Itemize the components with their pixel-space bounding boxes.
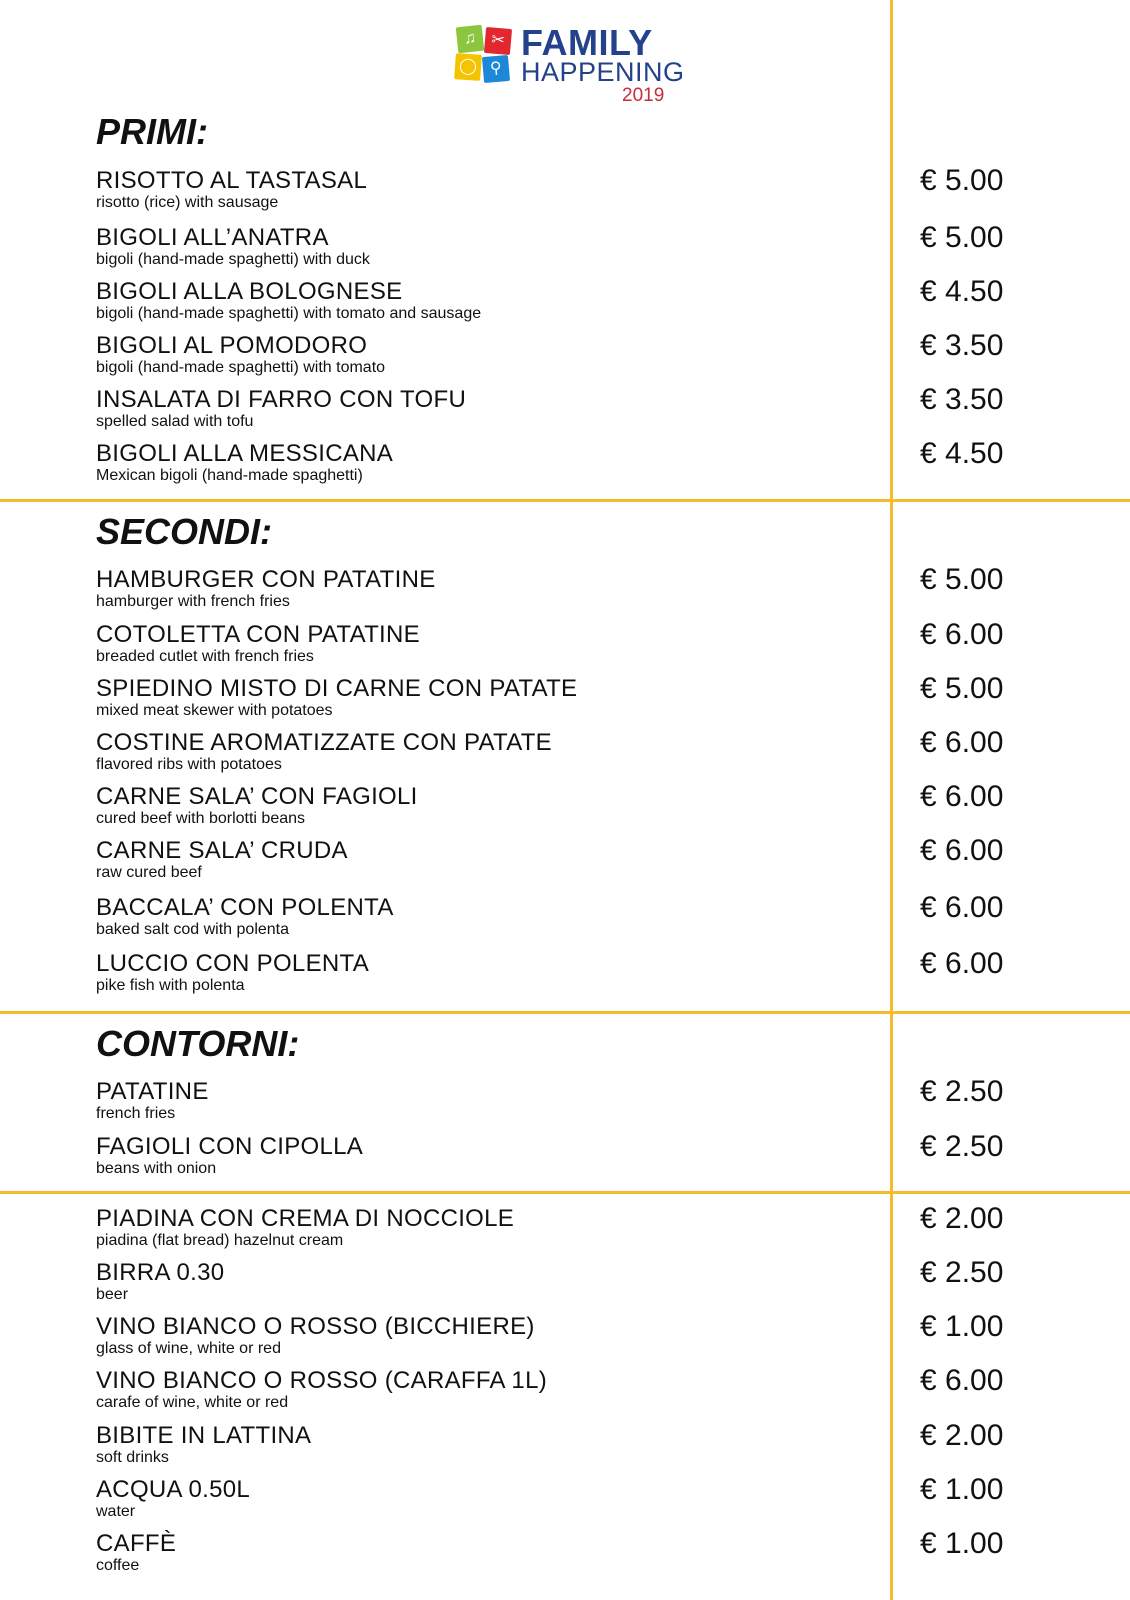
item-description: cured beef with borlotti beans bbox=[96, 810, 306, 827]
item-name: CARNE SALA’ CRUDA bbox=[96, 837, 348, 864]
item-price: € 6.00 bbox=[920, 834, 1004, 867]
menu-item bbox=[96, 168, 856, 212]
item-description: french fries bbox=[96, 1105, 176, 1122]
item-price: € 6.00 bbox=[920, 780, 1004, 813]
item-name: PIADINA CON CREMA DI NOCCIOLE bbox=[96, 1205, 515, 1232]
item-description: spelled salad with tofu bbox=[96, 413, 254, 430]
item-price: € 5.00 bbox=[920, 164, 1004, 197]
item-description: baked salt cod with polenta bbox=[96, 921, 290, 938]
item-price: € 4.50 bbox=[920, 275, 1004, 308]
item-price: € 6.00 bbox=[920, 726, 1004, 759]
item-name: SPIEDINO MISTO DI CARNE CON PATATE bbox=[96, 675, 578, 702]
item-price: € 2.00 bbox=[920, 1419, 1004, 1452]
item-name: BIRRA 0.30 bbox=[96, 1259, 225, 1286]
item-description: bigoli (hand-made spaghetti) with tomato bbox=[96, 359, 386, 376]
menu-item bbox=[96, 1477, 856, 1521]
menu-item bbox=[96, 333, 856, 377]
item-name: CAFFÈ bbox=[96, 1530, 177, 1557]
item-price: € 3.50 bbox=[920, 383, 1004, 416]
family-happening-logo bbox=[455, 24, 685, 109]
item-name: HAMBURGER CON PATATINE bbox=[96, 566, 436, 593]
item-description: pike fish with polenta bbox=[96, 977, 245, 994]
menu-item bbox=[96, 895, 856, 939]
vertical-divider bbox=[890, 0, 893, 1600]
logo-word-happening: HAPPENING bbox=[521, 57, 685, 87]
item-name: VINO BIANCO O ROSSO (BICCHIERE) bbox=[96, 1313, 535, 1340]
item-description: risotto (rice) with sausage bbox=[96, 194, 279, 211]
item-price: € 1.00 bbox=[920, 1527, 1004, 1560]
item-name: BIGOLI ALLA MESSICANA bbox=[96, 440, 394, 467]
section-title-primi: PRIMI: bbox=[96, 111, 208, 152]
section-divider bbox=[0, 1191, 1130, 1194]
item-price: € 6.00 bbox=[920, 947, 1004, 980]
item-price: € 2.50 bbox=[920, 1256, 1004, 1289]
item-description: bigoli (hand-made spaghetti) with tomato and sausage bbox=[96, 305, 482, 322]
menu-item bbox=[96, 1368, 856, 1412]
music-note-icon: ♫ bbox=[456, 25, 485, 54]
item-name: RISOTTO AL TASTASAL bbox=[96, 167, 368, 194]
item-price: € 2.50 bbox=[920, 1130, 1004, 1163]
menu-item bbox=[96, 441, 856, 485]
menu-item bbox=[96, 1079, 856, 1123]
item-price: € 4.50 bbox=[920, 437, 1004, 470]
item-price: € 6.00 bbox=[920, 618, 1004, 651]
item-name: PATATINE bbox=[96, 1078, 209, 1105]
section-divider bbox=[0, 1011, 1130, 1014]
menu-item bbox=[96, 387, 856, 431]
item-name: LUCCIO CON POLENTA bbox=[96, 950, 369, 977]
item-description: hamburger with french fries bbox=[96, 593, 290, 610]
item-price: € 2.00 bbox=[920, 1202, 1004, 1235]
menu-item bbox=[96, 279, 856, 323]
magnifier-icon: ⚲ bbox=[482, 55, 510, 83]
menu-item bbox=[96, 1423, 856, 1467]
item-description: bigoli (hand-made spaghetti) with duck bbox=[96, 251, 370, 268]
item-name: VINO BIANCO O ROSSO (CARAFFA 1L) bbox=[96, 1367, 548, 1394]
menu-item bbox=[96, 1531, 856, 1575]
item-description: Mexican bigoli (hand-made spaghetti) bbox=[96, 467, 363, 484]
item-name: ACQUA 0.50L bbox=[96, 1476, 251, 1503]
item-description: coffee bbox=[96, 1557, 140, 1574]
item-description: water bbox=[96, 1503, 136, 1520]
logo-year: 2019 bbox=[622, 85, 665, 106]
item-price: € 5.00 bbox=[920, 563, 1004, 596]
item-description: beer bbox=[96, 1286, 129, 1303]
menu-item bbox=[96, 730, 856, 774]
item-name: COTOLETTA CON PATATINE bbox=[96, 621, 420, 648]
menu-item bbox=[96, 951, 856, 995]
item-description: breaded cutlet with french fries bbox=[96, 648, 314, 665]
item-name: INSALATA DI FARRO CON TOFU bbox=[96, 386, 467, 413]
item-description: glass of wine, white or red bbox=[96, 1340, 281, 1357]
menu-item bbox=[96, 784, 856, 828]
item-price: € 6.00 bbox=[920, 1364, 1004, 1397]
menu-item bbox=[96, 1314, 856, 1358]
chat-bubble-icon: ◯ bbox=[454, 53, 482, 81]
item-price: € 1.00 bbox=[920, 1310, 1004, 1343]
item-description: carafe of wine, white or red bbox=[96, 1394, 289, 1411]
item-name: BIGOLI ALLA BOLOGNESE bbox=[96, 278, 403, 305]
item-price: € 6.00 bbox=[920, 891, 1004, 924]
scissors-icon: ✂ bbox=[484, 27, 512, 55]
logo-word-family: FAMILY bbox=[521, 22, 653, 63]
menu-item bbox=[96, 225, 856, 269]
item-price: € 3.50 bbox=[920, 329, 1004, 362]
item-name: BIGOLI ALL’ANATRA bbox=[96, 224, 329, 251]
menu-item bbox=[96, 622, 856, 666]
item-name: CARNE SALA’ CON FAGIOLI bbox=[96, 783, 418, 810]
item-name: COSTINE AROMATIZZATE CON PATATE bbox=[96, 729, 552, 756]
item-price: € 2.50 bbox=[920, 1075, 1004, 1108]
item-name: BACCALA’ CON POLENTA bbox=[96, 894, 394, 921]
item-description: piadina (flat bread) hazelnut cream bbox=[96, 1232, 344, 1249]
menu-item bbox=[96, 1206, 856, 1250]
item-price: € 5.00 bbox=[920, 672, 1004, 705]
item-price: € 5.00 bbox=[920, 221, 1004, 254]
item-name: FAGIOLI CON CIPOLLA bbox=[96, 1133, 364, 1160]
menu-item bbox=[96, 838, 856, 882]
item-description: raw cured beef bbox=[96, 864, 202, 881]
item-price: € 1.00 bbox=[920, 1473, 1004, 1506]
item-name: BIBITE IN LATTINA bbox=[96, 1422, 312, 1449]
section-title-secondi: SECONDI: bbox=[96, 511, 273, 552]
item-name: BIGOLI AL POMODORO bbox=[96, 332, 368, 359]
item-description: mixed meat skewer with potatoes bbox=[96, 702, 333, 719]
section-divider bbox=[0, 499, 1130, 502]
item-description: beans with onion bbox=[96, 1160, 217, 1177]
menu-item bbox=[96, 1260, 856, 1304]
item-description: flavored ribs with potatoes bbox=[96, 756, 282, 773]
menu-item bbox=[96, 676, 856, 720]
section-title-contorni: CONTORNI: bbox=[96, 1023, 300, 1064]
item-description: soft drinks bbox=[96, 1449, 169, 1466]
menu-item bbox=[96, 567, 856, 611]
menu-item bbox=[96, 1134, 856, 1178]
